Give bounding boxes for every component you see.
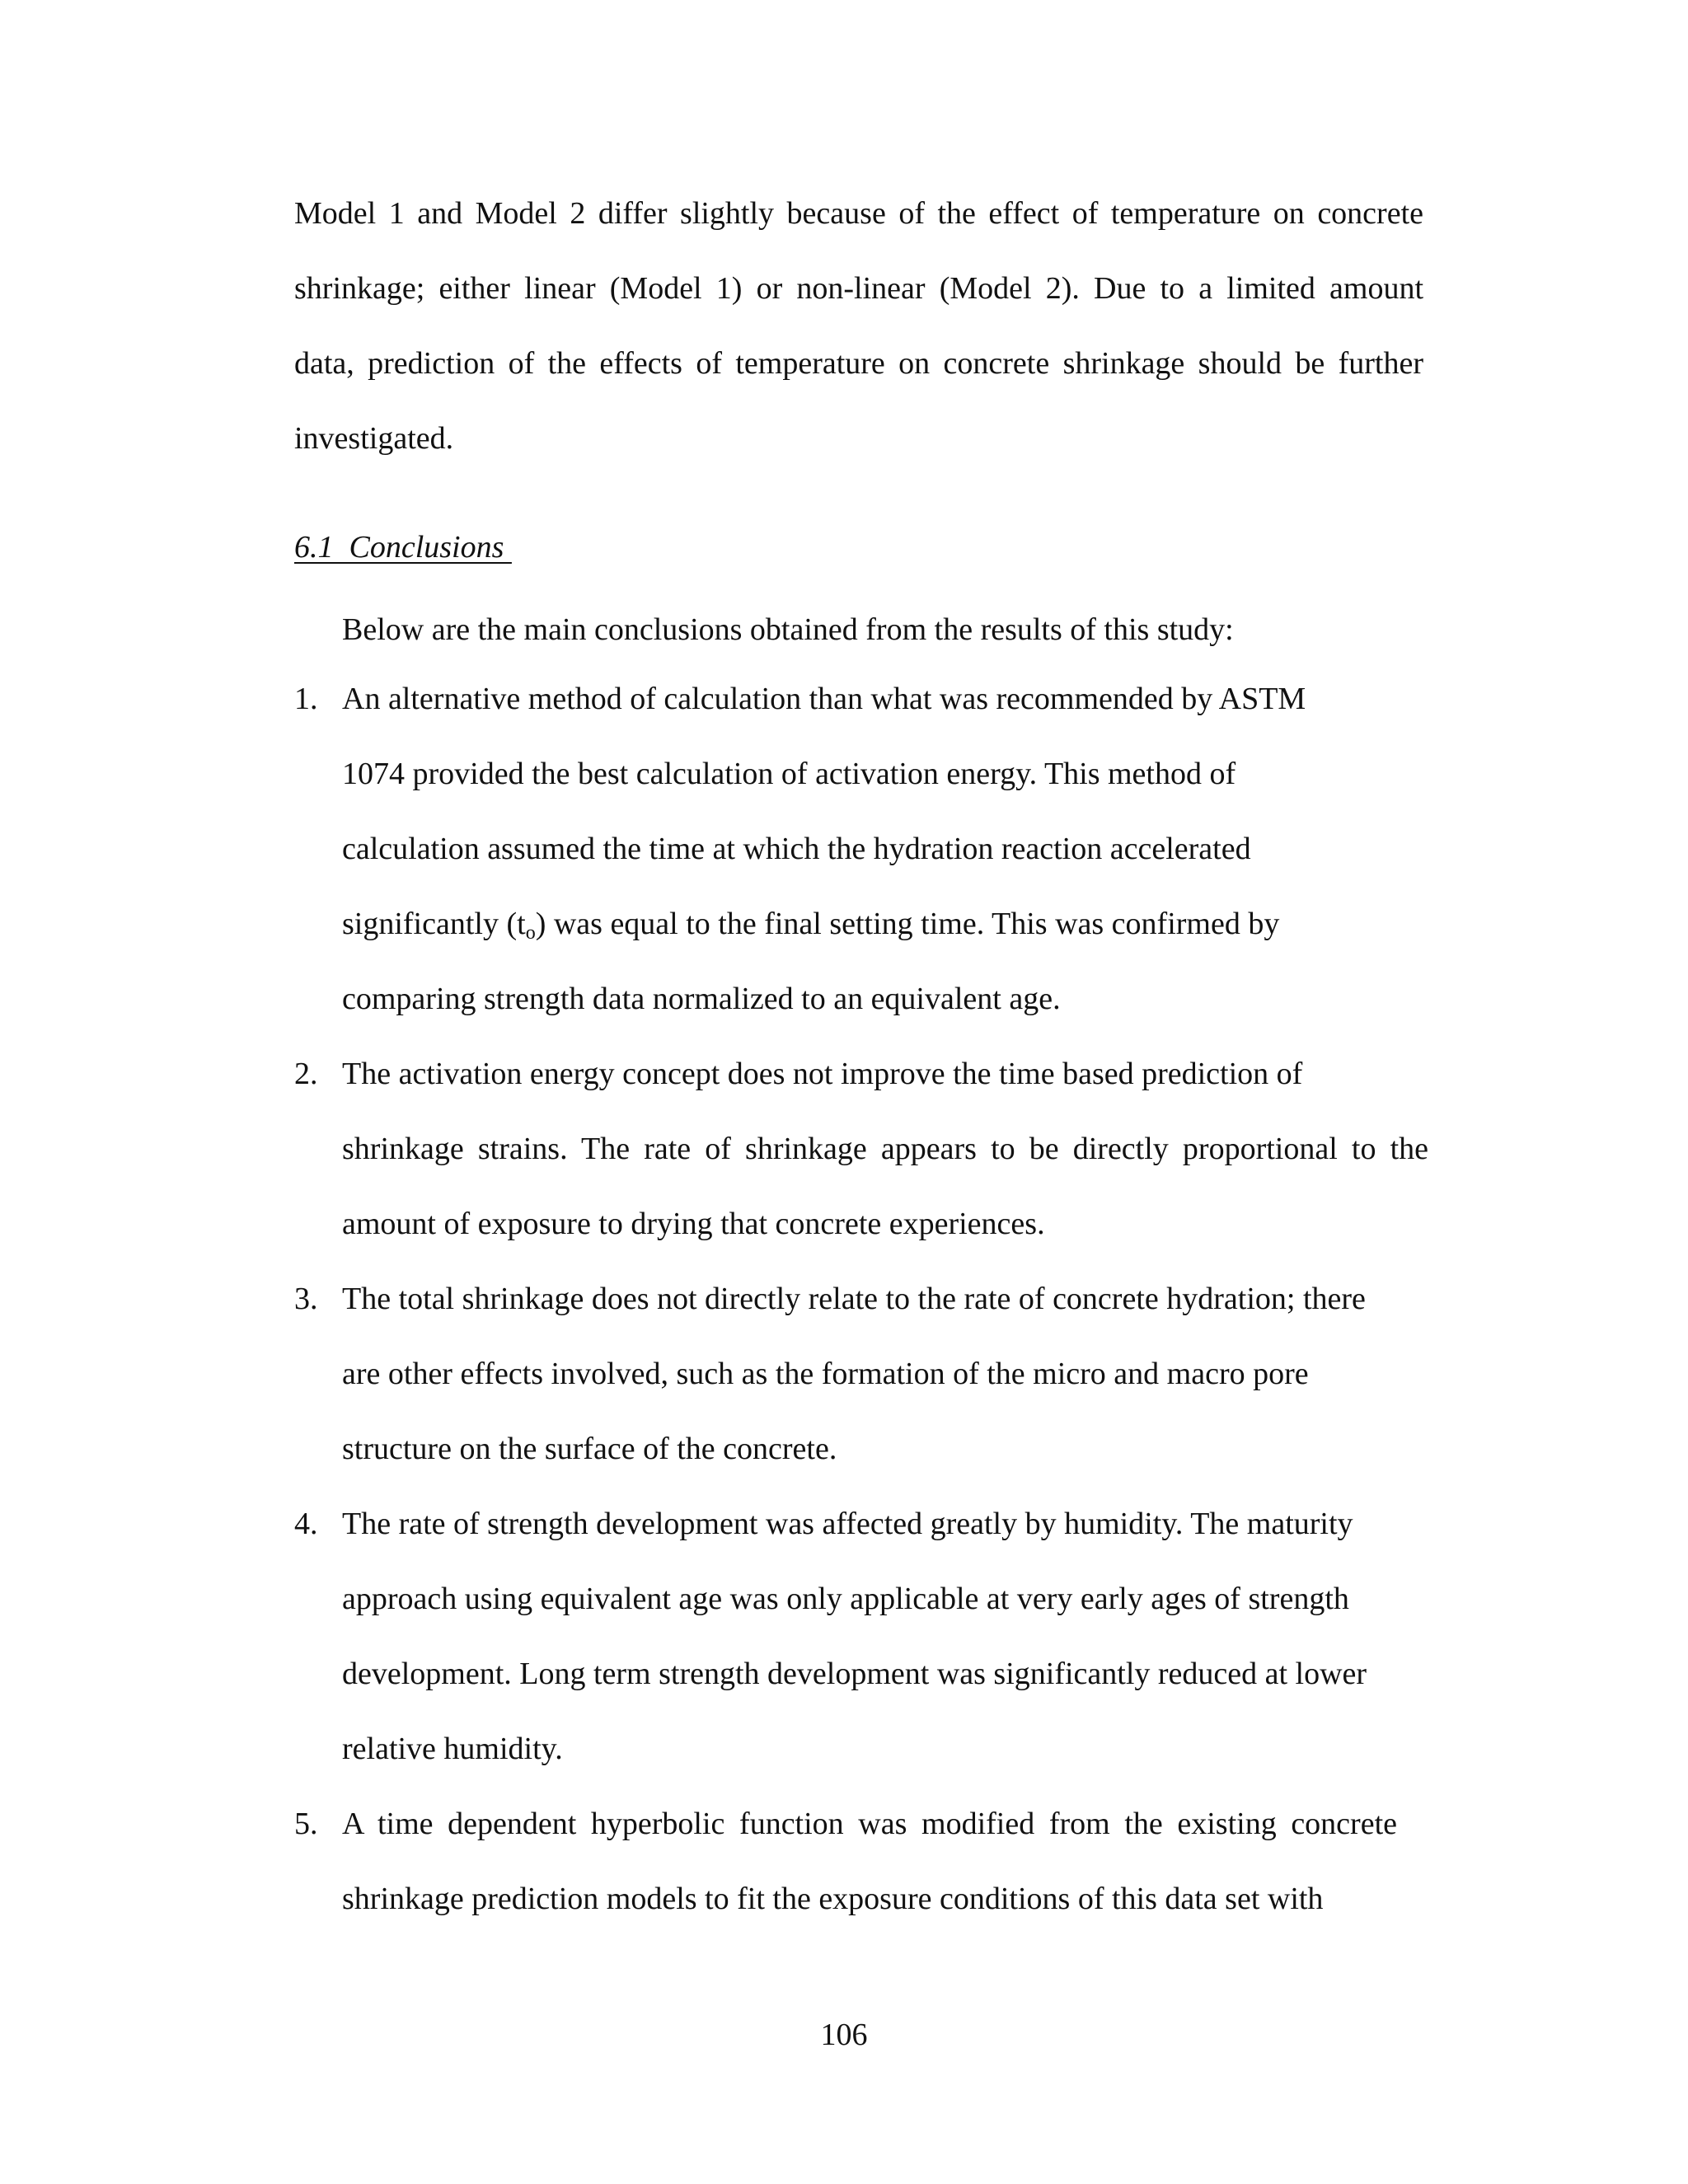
item-1-line-1: An alternative method of calculation than what was recommended by ASTM: [342, 682, 1306, 716]
intro-line-1: Model 1 and Model 2 differ slightly because of the effect of temperature on concrete: [294, 196, 1423, 231]
item-4-line-1: The rate of strength development was affected greatly by humidity. The maturity: [342, 1507, 1353, 1541]
item-4-line-4: relative humidity.: [342, 1732, 563, 1766]
item-3-line-3: structure on the surface of the concrete.: [342, 1432, 837, 1466]
intro-line-2: shrinkage; either linear (Model 1) or non-linear (Model 2). Due to a limited amount: [294, 271, 1423, 306]
item-5-line-2: shrinkage prediction models to fit the exposure conditions of this data set with: [342, 1882, 1324, 1916]
item-1-line-4-post: ) was equal to the final setting time. This was confirmed by: [535, 907, 1280, 941]
item-4-line-2: approach using equivalent age was only applicable at very early ages of strength: [342, 1582, 1349, 1616]
item-3-line-2: are other effects involved, such as the formation of the micro and macro pore: [342, 1357, 1309, 1391]
item-number-4: 4.: [294, 1507, 318, 1541]
page-number: 106: [820, 2018, 868, 2052]
item-1-line-3: calculation assumed the time at which the hydration reaction accelerated: [342, 832, 1251, 866]
section-lead: Below are the main conclusions obtained from the results of this study:: [342, 612, 1234, 647]
section-heading: 6.1 Conclusions: [294, 530, 512, 565]
item-number-5: 5.: [294, 1807, 318, 1841]
item-number-1: 1.: [294, 682, 318, 716]
item-5-line-1: A time dependent hyperbolic function was modified from the existing concrete: [342, 1807, 1397, 1841]
item-3-line-1: The total shrinkage does not directly relate to the rate of concrete hydration; there: [342, 1282, 1366, 1316]
subscript-o: o: [525, 922, 536, 944]
item-2-line-3: amount of exposure to drying that concrete experiences.: [342, 1207, 1045, 1241]
item-1-line-2: 1074 provided the best calculation of activation energy. This method of: [342, 757, 1236, 791]
item-number-3: 3.: [294, 1282, 318, 1316]
item-number-2: 2.: [294, 1057, 318, 1091]
item-1-line-5: comparing strength data normalized to an equivalent age.: [342, 982, 1061, 1016]
item-2-line-1: The activation energy concept does not improve the time based prediction of: [342, 1057, 1303, 1091]
item-1-line-4-pre: significantly (t: [342, 907, 526, 941]
item-4-line-3: development. Long term strength development was significantly reduced at lower: [342, 1657, 1367, 1691]
intro-line-3: data, prediction of the effects of temperature on concrete shrinkage should be further: [294, 346, 1423, 381]
item-2-line-2: shrinkage strains. The rate of shrinkage appears to be directly proportional to the: [342, 1132, 1428, 1166]
intro-line-4: investigated.: [294, 421, 454, 456]
item-1-line-4: [342, 907, 1280, 944]
